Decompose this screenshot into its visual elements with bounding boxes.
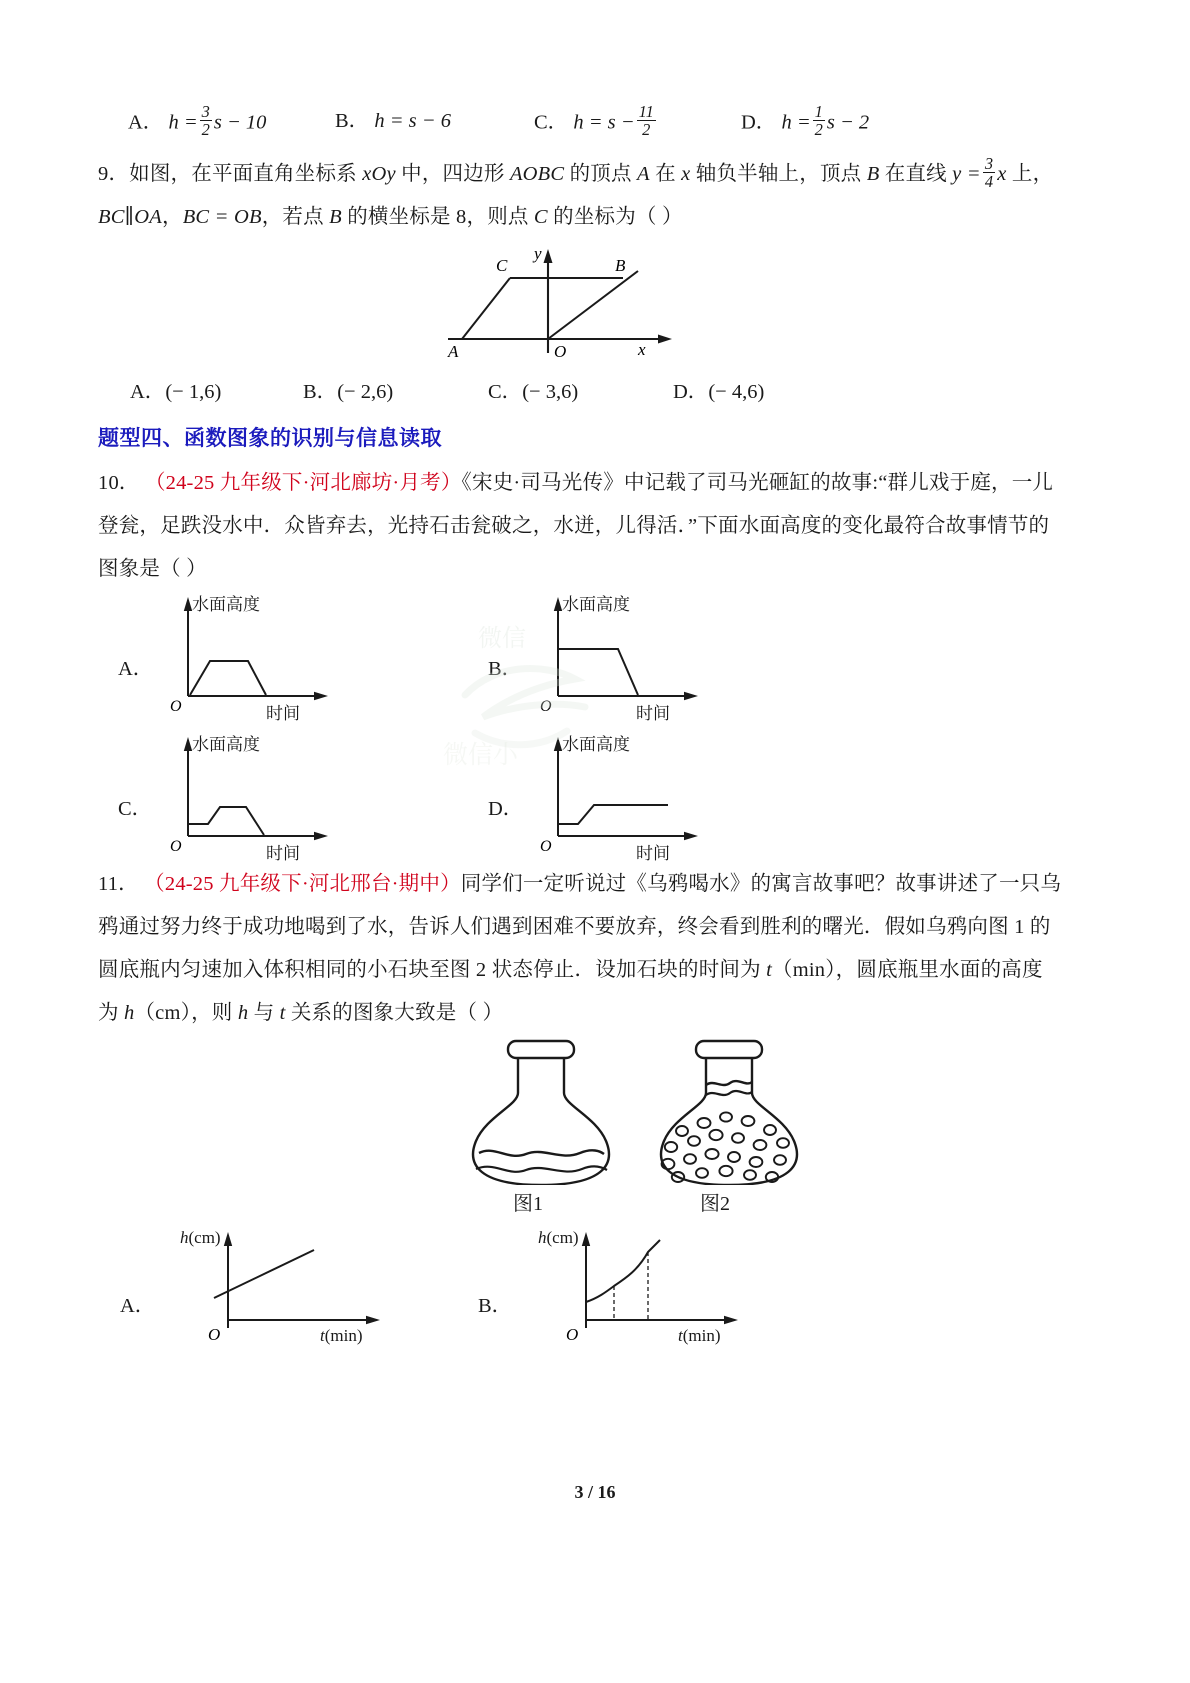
option-b-q8[interactable] — [335, 103, 451, 133]
option-b-prefix-q9: B． — [303, 381, 338, 403]
option-a-q8[interactable] — [128, 103, 266, 138]
q9-t9: 的横坐标是 8，则点 — [341, 206, 534, 228]
bottle-caption-1: 图1 — [513, 1193, 543, 1215]
q9-bc-parallel-oa: BC∥OA — [98, 206, 162, 228]
graph-a-curve — [190, 661, 266, 695]
graph-a-y-caption-q10: 水面高度 — [192, 595, 260, 614]
label-b: B — [615, 256, 626, 275]
q11-l4-p4: 关系的图象大致是（ ） — [285, 1002, 504, 1024]
question9-line1 — [98, 153, 1098, 196]
question11-line1-rest: 同学们一定听说过《乌鸦喝水》的寓言故事吧？故事讲述了一只乌 — [460, 873, 1062, 895]
option-a-fraction-q8: $\frac{3}{2}$ — [201, 102, 210, 140]
q11-l3-p2: （min），圆底瓶里水面的高度 — [772, 959, 1043, 981]
y-axis-arrow — [544, 249, 553, 263]
graph-a-x-caption-q10: 时间 — [266, 704, 300, 723]
graph-a-q11-y-unit: (cm) — [188, 1228, 221, 1247]
graph-b-x-arrow — [684, 692, 698, 700]
q9-t8: ，若点 — [261, 206, 330, 228]
graph-b-q11-y-caption — [538, 1228, 579, 1248]
q9-comma1: ， — [162, 206, 183, 228]
q9-x-end: x — [997, 163, 1007, 185]
graph-b-q11-x-arrow — [724, 1316, 738, 1324]
q9-bc-equals-ob: BC = OB — [182, 206, 262, 228]
option-c-q8[interactable] — [534, 103, 658, 138]
question11-line1 — [98, 863, 1098, 906]
q11-var-h: h — [124, 1002, 135, 1024]
segment-ac — [462, 278, 510, 339]
q11-l4-p1: 为 — [98, 1002, 125, 1024]
bottle1-water-surface — [479, 1150, 604, 1155]
graph-a-q11-x-unit: (min) — [324, 1326, 363, 1345]
graph-d-x-arrow — [684, 832, 698, 840]
graph-b-q11-x-var: t — [678, 1326, 683, 1345]
question11-option-b[interactable] — [478, 1230, 808, 1355]
graph-b-q11-origin: O — [566, 1325, 579, 1344]
option-a-q9[interactable] — [130, 374, 221, 404]
option-c-fraction-q8: $\frac{11}{2}$ — [638, 102, 654, 140]
option-d-q9[interactable] — [673, 374, 764, 404]
footer-separator: / — [583, 1482, 598, 1502]
graph-d-origin: O — [540, 838, 552, 855]
option-a-label-q11: A． — [120, 1295, 156, 1317]
graph-c-origin: O — [170, 838, 182, 855]
x-axis-arrow — [658, 335, 672, 344]
graph-b-q11-y-unit: (cm) — [546, 1228, 579, 1247]
question10-graph-grid — [98, 591, 1098, 861]
q9-slope-fraction: $\frac{3}{4}$ — [984, 153, 994, 191]
option-b-prefix-q8: B． — [335, 110, 370, 132]
question11-graph-grid — [98, 1230, 1098, 1360]
bottle2-pebbles — [662, 1112, 789, 1182]
question10-option-d[interactable] — [488, 731, 718, 863]
q9-point-b: B — [329, 206, 342, 228]
q9-t7: 上， — [1006, 163, 1054, 185]
q9-x: x — [681, 163, 691, 185]
graph-d-y-arrow — [554, 737, 562, 751]
option-d-text-q9: (− 4,6) — [708, 381, 765, 403]
graph-d-curve — [559, 805, 668, 824]
q11-l4-p2: （cm），则 — [134, 1002, 238, 1024]
option-c-lhs-q8: h = s − — [573, 111, 635, 134]
bottle-figure-2 — [638, 1035, 868, 1185]
question11-option-a[interactable] — [120, 1230, 450, 1355]
option-c-q9[interactable] — [488, 374, 578, 404]
page-footer — [0, 1482, 1190, 1503]
option-c-prefix-q9: C． — [488, 381, 523, 403]
graph-d-y-caption-q10: 水面高度 — [562, 735, 630, 754]
question10-number: 10． — [98, 472, 140, 494]
question9-number: 9． — [98, 163, 130, 185]
question10-line3: 图象是（ ） — [98, 558, 207, 580]
bottle1-rim — [508, 1041, 574, 1058]
graph-a-q11-x-var: t — [320, 1326, 325, 1345]
graph-a-q11-y-caption — [180, 1228, 221, 1248]
option-a-text-q9: (− 1,6) — [165, 381, 222, 403]
graph-b-curve — [559, 649, 638, 695]
option-a-label-q10: A． — [118, 658, 154, 680]
option-c-prefix-q8: C． — [534, 111, 569, 134]
q9-aobc: AOBC — [509, 163, 565, 185]
question11-line4 — [98, 992, 1098, 1035]
graph-b-y-arrow — [554, 597, 562, 611]
q9-point-c: C — [533, 206, 548, 228]
graph-a-q11-y-var: h — [180, 1228, 189, 1247]
q9-t2: 中，四边形 — [395, 163, 510, 185]
option-b-label-q11: B． — [478, 1295, 513, 1317]
option-d-lhs-q8: h = — [781, 111, 811, 134]
graph-a-origin: O — [170, 698, 182, 715]
question9-coordinate-diagram — [438, 243, 698, 373]
question10-option-b[interactable] — [488, 591, 718, 723]
question11-line2: 鸦通过努力终于成功地喝到了水，告诉人们遇到困难不要放弃，终会看到胜利的曙光．假如乌鸦向图 1 的 — [98, 916, 1051, 938]
bottle2-rim — [696, 1041, 762, 1058]
graph-a-q11-origin: O — [208, 1325, 221, 1344]
q11-var-t2: t — [279, 1002, 286, 1024]
bottle2-water-surface — [706, 1081, 752, 1085]
graph-a-y-arrow — [184, 597, 192, 611]
q11-var-h2: h — [237, 1002, 249, 1024]
bottle2-water-wave2 — [706, 1091, 752, 1095]
q9-t1: 如图，在平面直角坐标系 — [129, 163, 363, 185]
q9-t5: 轴负半轴上，顶点 — [690, 163, 867, 185]
option-c-text-q9: (− 3,6) — [522, 381, 579, 403]
q9-vertex-b: B — [866, 163, 880, 185]
bottle1-water-wave2 — [476, 1166, 607, 1171]
question9-figure — [98, 239, 1098, 374]
graph-a-q11-x-arrow — [366, 1316, 380, 1324]
graph-b-q11-x-caption — [678, 1326, 721, 1346]
graph-c-y-arrow — [184, 737, 192, 751]
question9-line2 — [98, 196, 1098, 239]
option-d-rest-q8: s − 2 — [826, 111, 870, 134]
graph-a-q11-x-caption — [320, 1326, 363, 1346]
graph-c-y-caption-q10: 水面高度 — [192, 735, 260, 754]
graph-a-x-arrow — [314, 692, 328, 700]
label-x: x — [638, 340, 646, 359]
watermark-text-2: 微信小 — [443, 742, 519, 769]
q9-xoy: xOy — [362, 163, 396, 185]
footer-total-pages: 16 — [597, 1482, 616, 1502]
graph-b-origin: O — [540, 698, 552, 715]
q9-t3: 的顶点 — [564, 163, 638, 185]
section-heading: 题型四、函数图象的识别与信息读取 — [98, 427, 442, 450]
line-ob — [548, 271, 638, 339]
option-d-fraction-q8: $\frac{1}{2}$ — [814, 102, 823, 140]
q11-var-t: t — [766, 959, 773, 981]
question10-line1-rest: 《宋史·司马光传》中记载了司马光砸缸的故事:“群儿戏于庭，一儿 — [461, 472, 1054, 494]
option-b-text-q8: h = s − 6 — [374, 110, 451, 132]
graph-b-q11-curve — [586, 1240, 660, 1302]
option-c-label-q10: C． — [118, 798, 153, 820]
graph-b-q11-y-var: h — [538, 1228, 547, 1247]
option-b-q9[interactable] — [303, 374, 393, 404]
graph-b-q11 — [514, 1230, 804, 1355]
graph-b-y-caption-q10: 水面高度 — [562, 595, 630, 614]
option-d-q8[interactable] — [741, 103, 869, 138]
question10-line2: 登瓮，足跌没水中．众皆弃去，光持石击瓮破之，水迸，儿得活．”下面水面高度的变化最符合故事情节的 — [98, 515, 1050, 537]
label-o: O — [554, 342, 567, 361]
graph-c-x-arrow — [314, 832, 328, 840]
label-a: A — [448, 342, 459, 361]
option-a-prefix-q9: A． — [130, 381, 166, 403]
option-b-label-q10: B． — [488, 658, 523, 680]
q9-t4: 在 — [649, 163, 682, 185]
graph-a-q11 — [156, 1230, 446, 1355]
question11-bottle-figures — [98, 1035, 1098, 1230]
question10-source: （24-25 九年级下·河北廊坊·月考） — [144, 472, 462, 494]
question11-line3 — [98, 949, 1098, 992]
footer-page-number: 3 — [574, 1482, 584, 1502]
graph-b-q11-y-arrow — [582, 1232, 590, 1246]
q9-vertex-a: A — [637, 163, 650, 185]
option-a-rest-q8: s − 10 — [213, 111, 267, 134]
q9-t6: 在直线 — [879, 163, 953, 185]
graph-c-curve — [189, 807, 264, 835]
option-d-prefix-q8: D． — [741, 111, 777, 134]
graph-c-x-caption-q10: 时间 — [266, 844, 300, 863]
option-d-prefix-q9: D． — [673, 381, 709, 403]
option-a-prefix-q8: A． — [128, 111, 164, 134]
graph-b-q11-x-unit: (min) — [682, 1326, 721, 1345]
bottle-caption-2: 图2 — [700, 1193, 730, 1215]
option-b-text-q9: (− 2,6) — [337, 381, 394, 403]
label-c: C — [496, 256, 508, 275]
q11-l3-p1: 圆底瓶内匀速加入体积相同的小石块至图 2 状态停止．设加石块的时间为 — [98, 959, 767, 981]
question11-number: 11． — [98, 873, 139, 895]
q9-t10: 的坐标为（ ） — [547, 206, 683, 228]
question11-source: （24-25 九年级下·河北邢台·期中） — [144, 873, 461, 895]
watermark-text-1: 微信 — [478, 626, 526, 652]
label-y: y — [534, 244, 542, 263]
question10-option-c[interactable] — [118, 731, 348, 863]
page-content — [98, 95, 1098, 1360]
question10-line1 — [98, 462, 1098, 505]
q9-y-equals: y = — [952, 163, 981, 185]
option-d-label-q10: D． — [488, 798, 524, 820]
graph-a-q11-y-arrow — [224, 1232, 232, 1246]
question10-option-a[interactable] — [118, 591, 348, 723]
graph-d-x-caption-q10: 时间 — [636, 844, 670, 863]
question9-options-row — [98, 374, 1098, 414]
q11-l4-p3: 与 — [248, 1002, 280, 1024]
option-a-lhs-q8: h = — [168, 111, 198, 134]
question8-options-row — [98, 95, 1098, 151]
graph-b-x-caption-q10: 时间 — [636, 704, 670, 723]
